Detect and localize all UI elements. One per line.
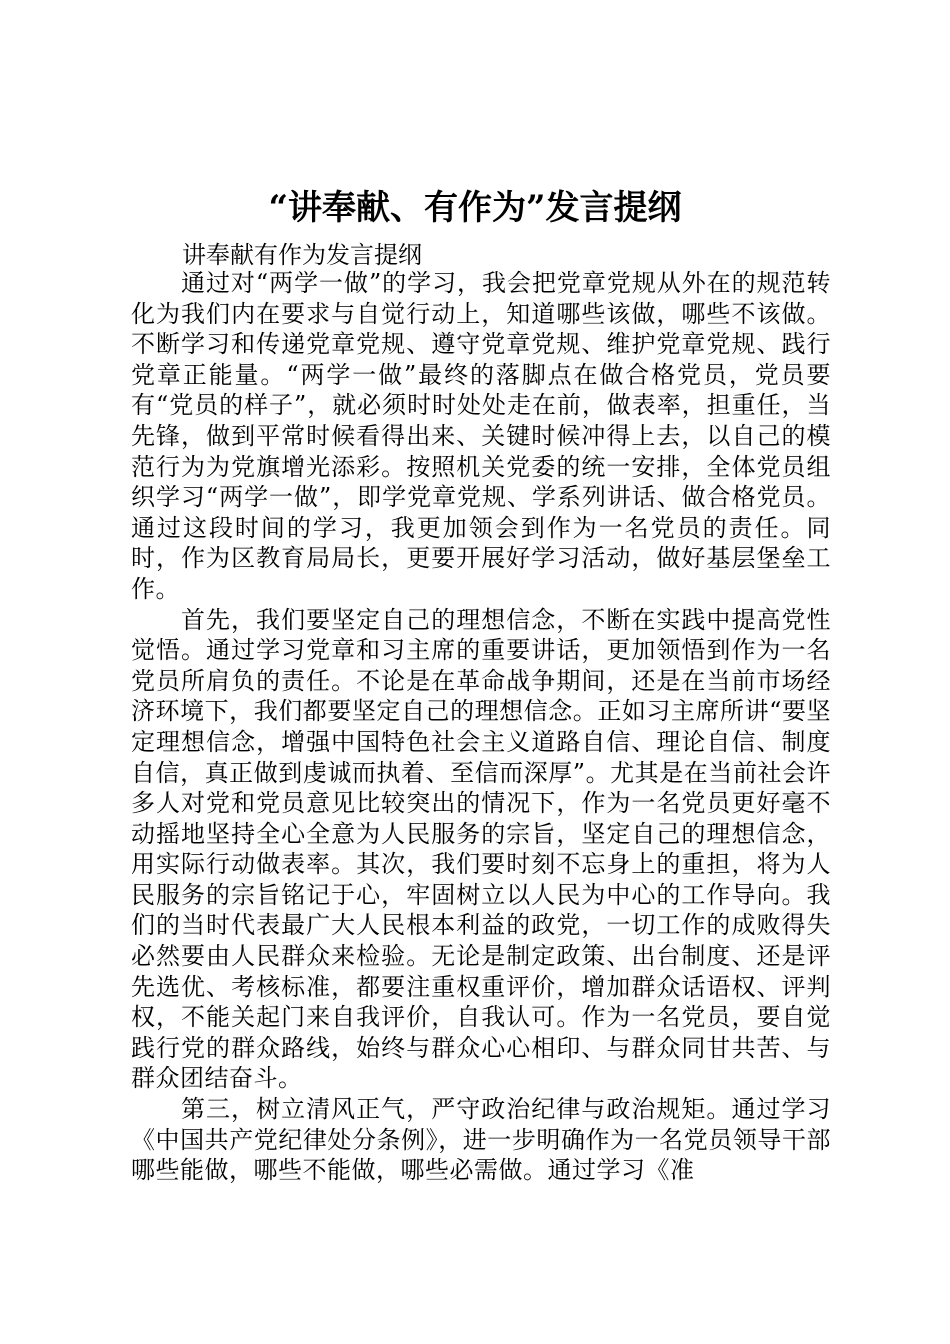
document-title: “讲奉献、有作为”发言提纲: [268, 188, 682, 228]
body-paragraph: 首先，我们要坚定自己的理想信念，不断在实践中提高党性觉悟。通过学习党章和习主席的重要讲话，更加领悟到作为一名党员所肩负的责任。不论是在革命战争期间，还是在当前市场经济环境下，我们都要坚定自己的理想信念。正如习主席所讲“要坚定理想信念，增强中国特色社会主义道路自信、理论自信、制度自信，真正做到虔诚而执着、至信而深厚”。尤其是在当前社会许多人对党和党员意见比较突出的情况下，作为一名党员更好毫不动摇地坚持全心全意为人民服务的宗旨，坚定自己的理想信念，用实际行动做表率。其次，我们要时刻不忘身上的重担，将为人民服务的宗旨铭记于心，牢固树立以人民为中心的工作导向。我们的当时代表最广大人民根本利益的政党，一切工作的成败得失必然要由人民群众来检验。无论是制定政策、出台制度、还是评先选优、考核标准，都要注重权重评价，增加群众话语权、评判权，不能关起门来自我评价，自我认可。作为一名党员，要自觉践行党的群众路线，始终与群众心心相印、与群众同甘共苦、与群众团结奋斗。: [131, 605, 831, 1093]
document-body: [131, 268, 831, 1186]
body-paragraph: 通过对“两学一做”的学习，我会把党章党规从外在的规范转化为我们内在要求与自觉行动上，知道哪些该做，哪些不该做。不断学习和传递党章党规、遵守党章党规、维护党章党规、践行党章正能量。“两学一做”最终的落脚点在做合格党员，党员要有“党员的样子”，就必须时时处处走在前，做表率，担重任，当先锋，做到平常时候看得出来、关键时候冲得上去，以自己的模范行为为党旗增光添彩。按照机关党委的统一安排，全体党员组织学习“两学一做”，即学党章党规、学系列讲话、做合格党员。通过这段时间的学习，我更加领会到作为一名党员的责任。同时，作为区教育局局长，更要开展好学习活动，做好基层堡垒工作。: [131, 269, 831, 603]
body-paragraph: 第三，树立清风正气，严守政治纪律与政治规矩。通过学习《中国共产党纪律处分条例》，进一步明确作为一名党员领导干部哪些能做，哪些不能做，哪些必需做。通过学习《准: [131, 1095, 831, 1185]
document-subtitle: 讲奉献有作为发言提纲: [182, 241, 422, 269]
